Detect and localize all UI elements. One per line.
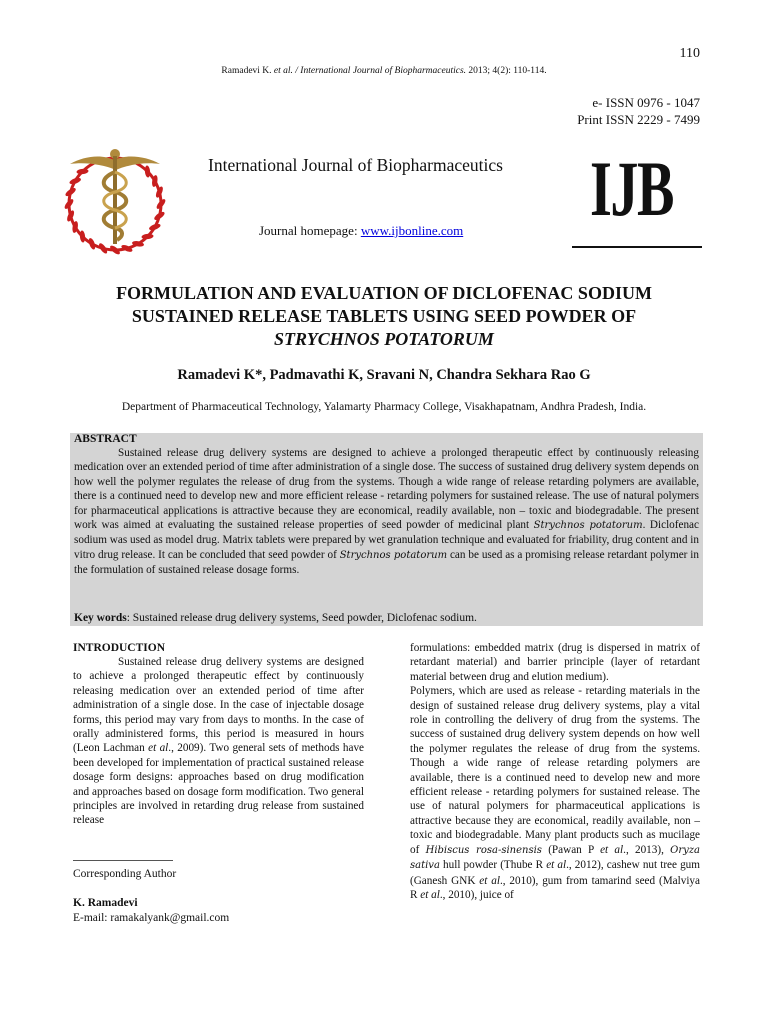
species-name: Strychnos potatorum: [339, 549, 448, 561]
citation-etal: et al: [273, 66, 291, 76]
body-text: Sustained release drug delivery systems are designed to achieve a prolonged therapeutic effect by continuously releasing medication over an extended period of time after administration of a single dose. In the case of injectable dosage forms, this period may vary from days to months. In the case of orally administered forms, this period is measured in hours (Leon Lachman: [73, 656, 364, 755]
body-text-italic: et al: [546, 859, 567, 872]
body-text: ., 2009). Two general sets of methods have been developed for implementation of practical sustained release dosage form designs: approaches based on drug modification and approaches based on dosage form modification. Two general principles are involved in retarding drug release from sustained release: [73, 742, 365, 827]
abstract-text-part: . Diclofenac sodium was used as model drug. Matrix tablets were prepared by wet granulation technique and evaluated for friability, drug content and in vitro drug release. It can be concluded that seed powder of: [74, 519, 699, 561]
title-line: FORMULATION AND EVALUATION OF DICLOFENAC SODIUM: [116, 283, 652, 303]
keywords: [74, 612, 477, 624]
issn-block: [577, 94, 700, 128]
body-text-italic: et al: [479, 874, 500, 887]
abstract-text-part: Sustained release drug delivery systems are designed to achieve a prolonged therapeutic effect by continuously releasing medication over an extended period of time after administration of a single dose. The success of sustained drug delivery system depends on how well the polymer regulates the release of drug from the systems. Though a wide range of release retarding polymers are available, there is a continued need to develop new and more efficient release - retarding polymers for sustained release. The use of natural polymers for pharmaceutical applications is attractive because they are economical, readily available, non – toxic and biodegradable. The present work was aimed at evaluating the sustained release properties of seed powder of medicinal plant: [74, 447, 699, 532]
journal-homepage: [259, 223, 463, 239]
journal-brand-letters: IJB: [590, 145, 674, 232]
eissn: e- ISSN 0976 - 1047: [592, 95, 700, 110]
homepage-link[interactable]: www.ijbonline.com: [360, 223, 464, 238]
introduction-right-column: [410, 641, 700, 902]
print-issn: Print ISSN 2229 - 7499: [577, 112, 700, 127]
body-text: ., 2010), gum from tamarind seed (Malviya R: [410, 874, 700, 901]
laurel-leaf: [148, 223, 161, 232]
body-text: ., 2012), cashew nut tree gum (Ganesh GNK: [410, 859, 700, 887]
keywords-label: Key words: [74, 612, 127, 624]
affiliation: Department of Pharmaceutical Technology, Yalamarty Pharmacy College, Visakhapatnam, Andhra Pradesh, India.: [121, 401, 647, 413]
corresponding-author-label: Corresponding Author: [73, 868, 177, 880]
species-name: Strychnos potatorum: [533, 520, 643, 532]
species-name: Hibiscus rosa-sinensis: [425, 844, 542, 856]
citation-authors: Ramadevi K.: [221, 66, 274, 76]
body-text: ., 2013),: [623, 843, 671, 856]
article-title: [60, 282, 708, 351]
running-citation: [0, 66, 768, 76]
brand-divider: [572, 246, 702, 248]
paragraph: formulations: embedded matrix (drug is dispersed in matrix of retardant material) and barrier principle (layer of retardant material between drug and elution medium).: [410, 642, 700, 683]
paragraph: [410, 684, 700, 902]
species-name: Oryza sativa: [410, 844, 701, 872]
corresponding-author-name: K. Ramadevi: [73, 897, 138, 909]
introduction-left-column: [73, 655, 364, 828]
introduction-heading: INTRODUCTION: [73, 642, 166, 654]
corresponding-author-email: E-mail: ramakalyank@gmail.com: [73, 912, 230, 924]
footnote-divider: [73, 860, 173, 861]
body-text: Polymers, which are used as release - retarding materials in the design of sustained release drug delivery systems, play a vital role in controlling the delivery of drug from the systems. The success of sustained drug delivery system depends on how well the polymer regulates the release of drug from the systems. Though a wide range of release retarding polymers are available, there is a continued need to develop new and more efficient release - retarding polymers for sustained release. The use of natural polymers for pharmaceutical applications is attractive because they are economical, readily available, non – toxic and biodegradable. Many plant products such as mucilage of: [410, 685, 700, 856]
journal-logo: [64, 142, 166, 256]
title-line: SUSTAINED RELEASE TABLETS USING SEED POWDER OF: [131, 306, 637, 326]
journal-name: International Journal of Biopharmaceutics: [208, 155, 503, 175]
page-number: 110: [679, 46, 700, 61]
abstract-text-part: can be used as a promising release retardant polymer in the formulation of sustained release dosage forms.: [74, 548, 699, 577]
title-line: STRYCHNOS POTATORUM: [274, 329, 494, 349]
author-list: Ramadevi K*, Padmavathi K, Sravani N, Chandra Sekhara Rao G: [177, 367, 591, 383]
abstract-text: [74, 446, 699, 578]
body-text: (Pawan P: [541, 843, 601, 856]
body-text: hull powder (Thube R: [439, 859, 547, 872]
citation-journal: . / International Journal of Biopharmaceutics.: [290, 66, 467, 76]
body-text-italic: et al: [600, 843, 624, 856]
keywords-list: : Sustained release drug delivery systems, Seed powder, Diclofenac sodium.: [126, 612, 477, 624]
body-text-italic: et al: [148, 742, 169, 755]
abstract-heading: ABSTRACT: [74, 433, 137, 445]
homepage-label: Journal homepage:: [259, 223, 361, 238]
caduceus-icon: [70, 149, 160, 244]
body-text-italic: et al: [420, 888, 440, 901]
citation-volume: 2013; 4(2): 110-114.: [466, 66, 547, 76]
laurel-leaf: [88, 237, 97, 250]
body-text: ., 2010), juice of: [439, 888, 514, 901]
laurel-leaf: [69, 177, 82, 186]
